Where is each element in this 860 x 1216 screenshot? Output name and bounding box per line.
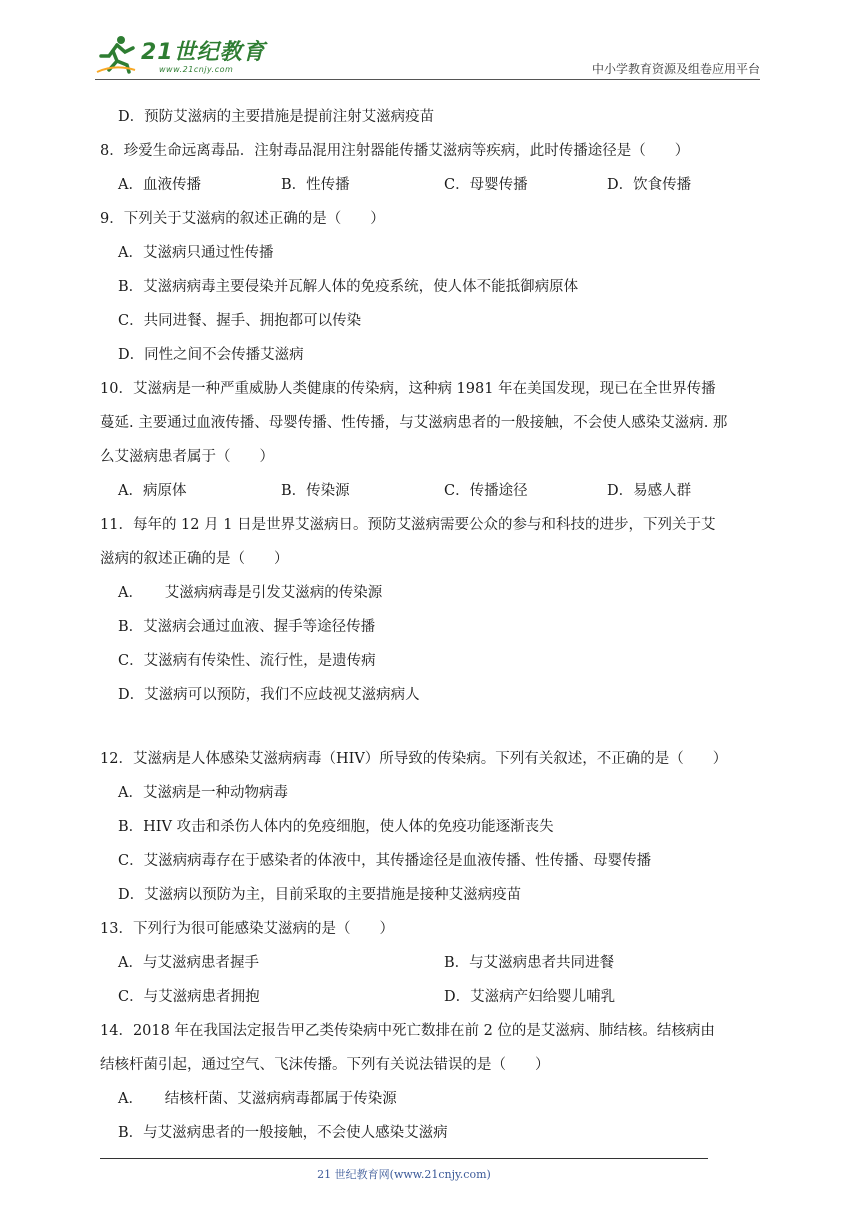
logo-url: www.21cnjy.com <box>159 65 234 74</box>
option-choice: D．饮食传播 <box>607 177 692 193</box>
option-choice: B．传染源 <box>281 483 350 499</box>
option-choice: C．传播途径 <box>444 483 528 499</box>
option-line: C．艾滋病有传染性、流行性，是遗传病 <box>118 653 376 669</box>
option-choice: C．母婴传播 <box>444 177 528 193</box>
option-row <box>100 946 770 980</box>
option-line: D．艾滋病可以预防，我们不应歧视艾滋病病人 <box>118 687 420 703</box>
logo-title: 21世纪教育 <box>141 40 266 65</box>
footer-text: 21 世纪教育网(www.21cnjy.com) <box>317 1168 491 1181</box>
question-text: 10．艾滋病是一种严重威胁人类健康的传染病，这种病 1981 年在美国发现，现已在全世界传播 <box>100 381 716 397</box>
logo <box>95 34 266 74</box>
option-choice: D．易感人群 <box>607 483 692 499</box>
footer-divider <box>100 1158 708 1159</box>
option-line: A．艾滋病是一种动物病毒 <box>118 785 288 801</box>
option-line: A． 艾滋病病毒是引发艾滋病的传染源 <box>118 585 383 601</box>
question-text: 么艾滋病患者属于（ ） <box>100 449 274 465</box>
page-header <box>95 30 760 80</box>
question-text: 蔓延. 主要通过血液传播、母婴传播、性传播，与艾滋病患者的一般接触，不会使人感染艾滋病. 那 <box>100 415 728 431</box>
header-divider <box>95 79 760 80</box>
option-line: C．共同进餐、握手、拥抱都可以传染 <box>118 313 362 329</box>
question-text: 8．珍爱生命远离毒品．注射毒品混用注射器能传播艾滋病等疾病，此时传播途径是（ ） <box>100 143 690 159</box>
option-line: B．HIV 攻击和杀伤人体内的免疫细胞，使人体的免疫功能逐渐丧失 <box>118 819 554 835</box>
runner-logo-icon <box>95 34 137 74</box>
question-text: 11．每年的 12 月 1 日是世界艾滋病日。预防艾滋病需要公众的参与和科技的进步，下列关于艾 <box>100 517 716 533</box>
option-line: D．同性之间不会传播艾滋病 <box>118 347 304 363</box>
question-text: 结核杆菌引起，通过空气、飞沫传播。下列有关说法错误的是（ ） <box>100 1057 550 1073</box>
question-text: 滋病的叙述正确的是（ ） <box>100 551 289 567</box>
option-choice: C．与艾滋病患者拥抱 <box>118 989 260 1005</box>
option-line: A． 结核杆菌、艾滋病病毒都属于传染源 <box>118 1091 397 1107</box>
option-line: B．艾滋病会通过血液、握手等途径传播 <box>118 619 376 635</box>
option-line: B．艾滋病病毒主要侵染并瓦解人体的免疫系统，使人体不能抵御病原体 <box>118 279 579 295</box>
option-line: D．艾滋病以预防为主，目前采取的主要措施是接种艾滋病疫苗 <box>118 887 522 903</box>
question-text: 13．下列行为很可能感染艾滋病的是（ ） <box>100 921 394 937</box>
option-line: A．艾滋病只通过性传播 <box>118 245 274 261</box>
option-row <box>100 168 770 202</box>
platform-name: 中小学教育资源及组卷应用平台 <box>591 62 760 76</box>
question-content <box>100 100 770 1150</box>
option-line: B．与艾滋病患者的一般接触，不会使人感染艾滋病 <box>118 1125 448 1141</box>
question-text: 9．下列关于艾滋病的叙述正确的是（ ） <box>100 211 385 227</box>
option-row <box>100 980 770 1014</box>
option-line: C．艾滋病病毒存在于感染者的体液中，其传播途径是血液传播、性传播、母婴传播 <box>118 853 652 869</box>
spacer <box>100 712 770 742</box>
option-choice: B．性传播 <box>281 177 350 193</box>
option-choice: A．血液传播 <box>118 177 201 193</box>
option-line: D．预防艾滋病的主要措施是提前注射艾滋病疫苗 <box>118 109 435 125</box>
question-text: 14．2018 年在我国法定报告甲乙类传染病中死亡数排在前 2 位的是艾滋病、肺结核。结核病由 <box>100 1023 715 1039</box>
option-choice: A．病原体 <box>118 483 187 499</box>
option-choice: B．与艾滋病患者共同进餐 <box>444 955 615 971</box>
option-choice: D．艾滋病产妇给婴儿哺乳 <box>444 989 616 1005</box>
question-text: 12．艾滋病是人体感染艾滋病病毒（HIV）所导致的传染病。下列有关叙述，不正确的是（ ） <box>100 751 728 767</box>
option-row <box>100 474 770 508</box>
option-choice: A．与艾滋病患者握手 <box>118 955 259 971</box>
